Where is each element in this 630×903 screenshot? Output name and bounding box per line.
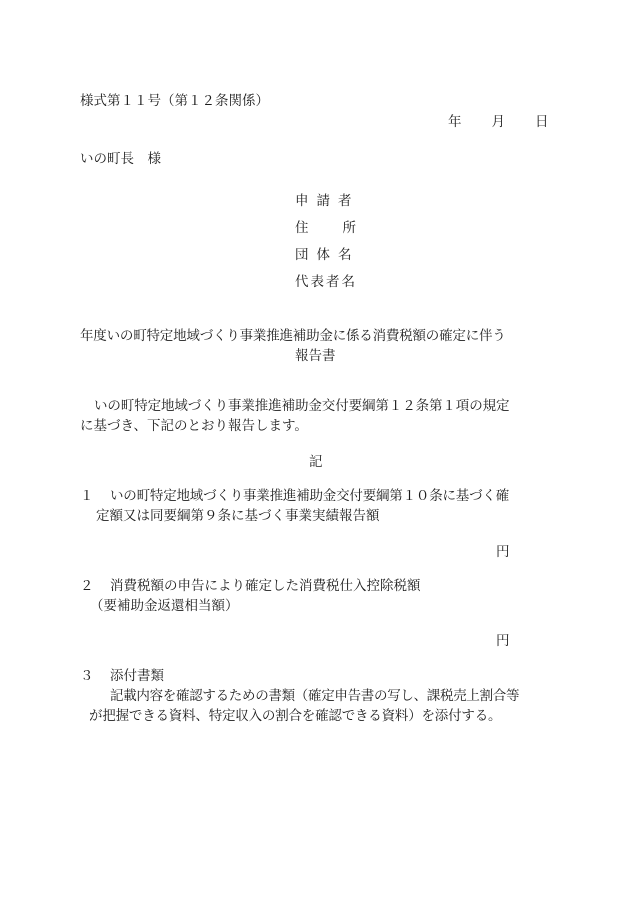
item-1-text-line1: いの町特定地域づくり事業推進補助金交付要綱第１０条に基づく確 bbox=[110, 488, 509, 504]
document-title-line1: 年度いの町特定地域づくり事業推進補助金に係る消費税額の確定に伴う bbox=[80, 328, 506, 344]
item-2-yen-unit: 円 bbox=[496, 633, 510, 649]
item-1-number: １ bbox=[80, 488, 94, 504]
body-text-line1: いの町特定地域づくり事業推進補助金交付要綱第１２条第１項の規定 bbox=[94, 398, 510, 414]
body-text-line2: に基づき、下記のとおり報告します。 bbox=[80, 418, 308, 434]
address-label: 住所 bbox=[295, 220, 390, 236]
item-3-text-line3: が把握できる資料、特定収入の割合を確認できる資料）を添付する。 bbox=[89, 708, 502, 724]
representative-label: 代表者名 bbox=[295, 274, 357, 290]
item-2-text-line1: 消費税額の申告により確定した消費税仕入控除税額 bbox=[110, 578, 421, 594]
date-day-label: 日 bbox=[535, 114, 549, 130]
item-2-number: ２ bbox=[80, 578, 94, 594]
form-number: 様式第１１号（第１２条関係） bbox=[80, 93, 269, 109]
date-year-label: 年 bbox=[448, 114, 462, 130]
item-3-text-line2: 記載内容を確認するための書類（確定申告書の写し、課税売上割合等 bbox=[110, 688, 520, 704]
ki-heading: 記 bbox=[309, 454, 323, 470]
applicant-label: 申請者 bbox=[295, 193, 360, 209]
item-1-yen-unit: 円 bbox=[496, 544, 510, 560]
item-3-number: ３ bbox=[80, 668, 94, 684]
date-line bbox=[448, 116, 549, 130]
date-month-label: 月 bbox=[491, 114, 505, 130]
document-title-line2: 報告書 bbox=[295, 348, 336, 364]
addressee: いの町長 様 bbox=[80, 151, 161, 167]
item-1-text-line2: 定額又は同要綱第９条に基づく事業実績報告額 bbox=[96, 508, 380, 524]
group-name-label: 団体名 bbox=[295, 247, 360, 263]
item-2-text-line2: （要補助金返還相当額） bbox=[90, 598, 239, 614]
item-3-text-line1: 添付書類 bbox=[110, 668, 164, 684]
